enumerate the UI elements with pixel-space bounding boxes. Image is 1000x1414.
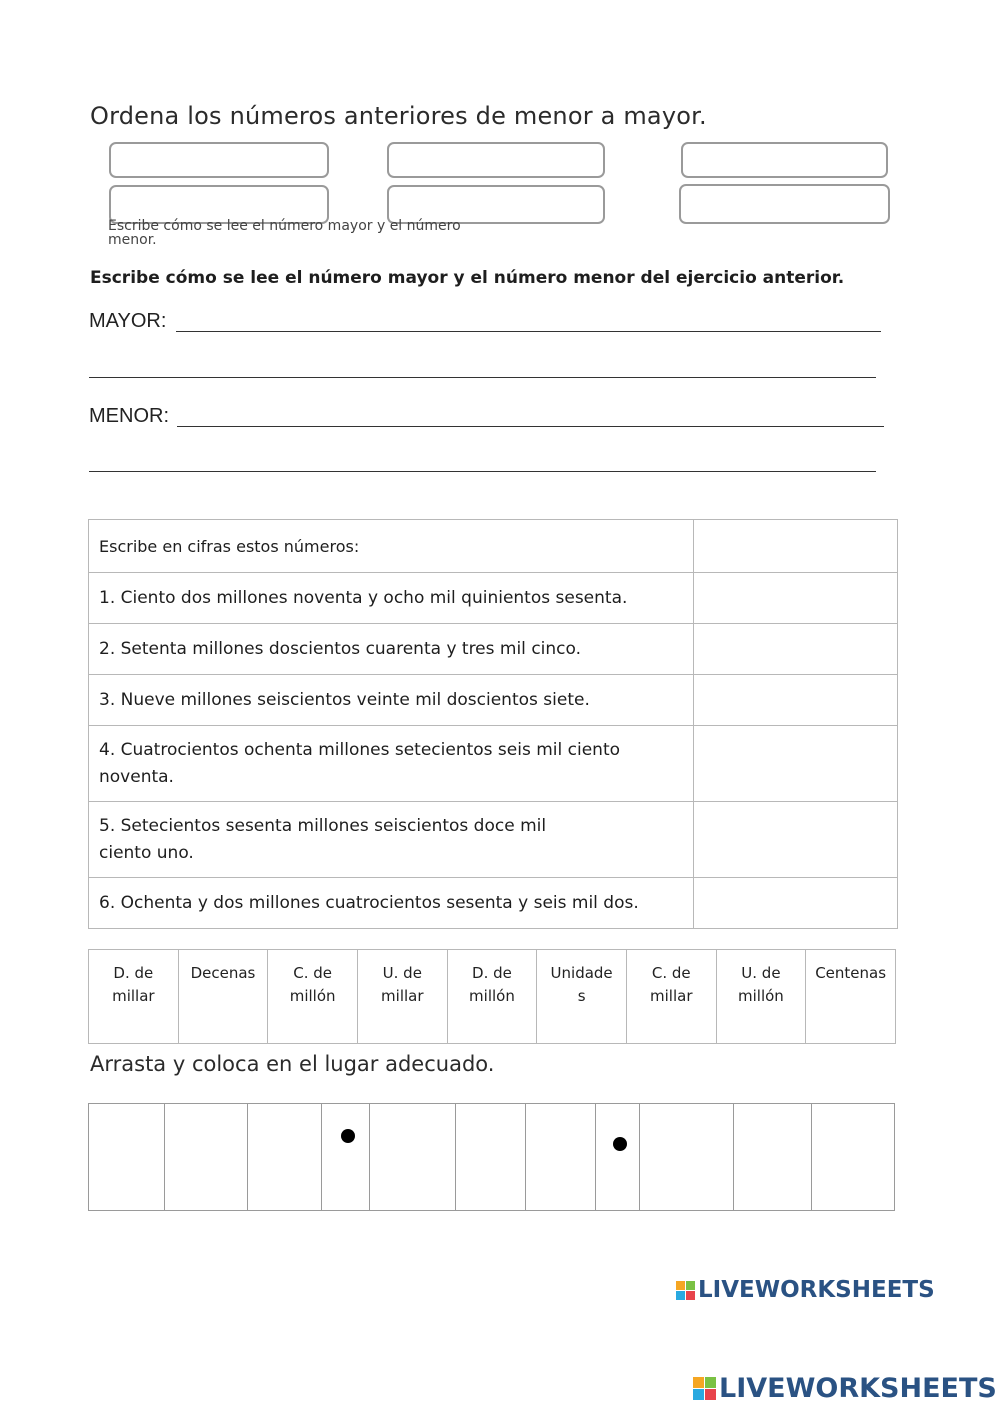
drop-cell-1[interactable] <box>88 1104 164 1210</box>
table-row <box>89 878 898 929</box>
brand-logo-1 <box>676 1277 935 1303</box>
number-description: 3. Nueve millones seiscientos veinte mil doscientos siete. <box>89 675 694 726</box>
order-instruction-title: Ordena los números anteriores de menor a mayor. <box>90 102 707 130</box>
write-in-digits-table <box>88 519 898 929</box>
draggable-label-decenas[interactable]: Decenas <box>178 950 268 1044</box>
separator-cell-1 <box>321 1104 370 1210</box>
table-header-cell: Escribe en cifras estos números: <box>89 520 694 573</box>
draggable-label-c-millar[interactable]: C. de millar <box>626 950 716 1044</box>
separator-cell-2 <box>595 1104 640 1210</box>
drop-cell-3[interactable] <box>247 1104 322 1210</box>
menor-answer-line-1[interactable] <box>177 426 884 427</box>
place-value-labels-table <box>88 949 896 1044</box>
brand-mark-icon <box>676 1281 695 1300</box>
digits-answer-field-6[interactable] <box>694 878 898 929</box>
digits-answer-field-1[interactable] <box>694 573 898 624</box>
place-value-drop-row <box>88 1103 895 1211</box>
number-description: 2. Setenta millones doscientos cuarenta y tres mil cinco. <box>89 624 694 675</box>
draggable-label-d-millon[interactable]: D. de millón <box>447 950 537 1044</box>
reading-instruction-title: Escribe cómo se lee el número mayor y el número menor del ejercicio anterior. <box>90 268 845 288</box>
table-row <box>89 802 898 878</box>
table-header-empty-cell <box>694 520 898 573</box>
drop-cell-8[interactable] <box>733 1104 812 1210</box>
drop-cell-5[interactable] <box>455 1104 526 1210</box>
number-description: 1. Ciento dos millones noventa y ocho mil quinientos sesenta. <box>89 573 694 624</box>
draggable-label-u-millar[interactable]: U. de millar <box>357 950 447 1044</box>
draggable-label-d-millar[interactable]: D. de millar <box>89 950 179 1044</box>
table-row <box>89 573 898 624</box>
order-answer-box-1[interactable] <box>109 142 329 178</box>
millions-separator-dot <box>613 1137 627 1151</box>
mayor-answer-line-1[interactable] <box>176 331 881 332</box>
number-description: 5. Setecientos sesenta millones seiscientos doce mil ciento uno. <box>89 802 694 878</box>
number-description: 6. Ochenta y dos millones cuatrocientos sesenta y seis mil dos. <box>89 878 694 929</box>
table-header-row <box>89 520 898 573</box>
draggable-label-unidades[interactable]: Unidade s <box>537 950 627 1044</box>
draggable-label-centenas[interactable]: Centenas <box>806 950 896 1044</box>
order-answer-box-6[interactable] <box>679 184 890 224</box>
table-row <box>89 675 898 726</box>
table-row <box>89 726 898 802</box>
drag-instruction-title: Arrasta y coloca en el lugar adecuado. <box>90 1052 495 1076</box>
drop-cell-6[interactable] <box>525 1104 596 1210</box>
draggable-label-c-millon[interactable]: C. de millón <box>268 950 358 1044</box>
draggable-label-u-millon[interactable]: U. de millón <box>716 950 806 1044</box>
order-answer-box-3[interactable] <box>681 142 888 178</box>
brand-logo-2 <box>693 1373 997 1404</box>
mayor-answer-line-2[interactable] <box>89 377 876 378</box>
thousands-separator-dot <box>341 1129 355 1143</box>
drop-cell-9[interactable] <box>811 1104 895 1210</box>
order-answer-box-2[interactable] <box>387 142 605 178</box>
brand-mark-icon <box>693 1377 716 1400</box>
drop-cell-7[interactable] <box>639 1104 734 1210</box>
mayor-label: MAYOR: <box>89 310 167 332</box>
menor-answer-line-2[interactable] <box>89 471 876 472</box>
brand-name: LIVEWORKSHEETS <box>698 1277 935 1303</box>
digits-answer-field-2[interactable] <box>694 624 898 675</box>
cropped-text-fragment: Escribe cómo se lee el número mayor y el número menor. <box>108 218 461 248</box>
drop-cell-2[interactable] <box>164 1104 248 1210</box>
table-row <box>89 624 898 675</box>
digits-answer-field-3[interactable] <box>694 675 898 726</box>
menor-label: MENOR: <box>89 405 169 427</box>
digits-answer-field-4[interactable] <box>694 726 898 802</box>
brand-name: LIVEWORKSHEETS <box>719 1373 997 1404</box>
drop-cell-4[interactable] <box>369 1104 456 1210</box>
number-description: 4. Cuatrocientos ochenta millones setecientos seis mil ciento noventa. <box>89 726 694 802</box>
digits-answer-field-5[interactable] <box>694 802 898 878</box>
